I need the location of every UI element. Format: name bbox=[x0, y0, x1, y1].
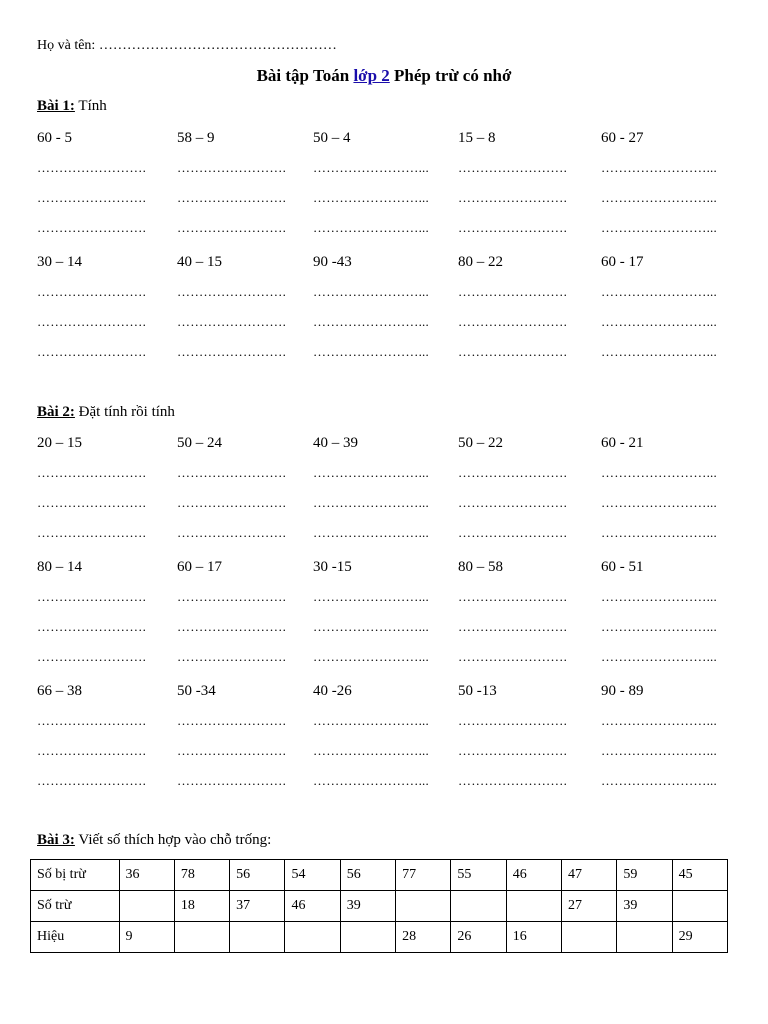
answer-dotted-line: ……………………... bbox=[601, 743, 717, 758]
answer-dotted-line: ……………………... bbox=[601, 619, 717, 634]
table-cell: 55 bbox=[451, 860, 506, 891]
problem: 15 – 8 bbox=[458, 130, 496, 146]
table-cell: 47 bbox=[562, 860, 617, 891]
row-header-cell: Hiệu bbox=[31, 922, 120, 953]
problem: 40 -26 bbox=[313, 683, 352, 699]
answer-dotted-line: ……………………... bbox=[601, 495, 717, 510]
exercise-3-instruction: Viết số thích hợp vào chỗ trống: bbox=[78, 832, 272, 848]
answer-dotted-line: ……………………... bbox=[313, 525, 429, 540]
grade-link[interactable]: lớp 2 bbox=[353, 66, 390, 85]
table-cell[interactable] bbox=[174, 922, 229, 953]
problem: 40 – 15 bbox=[177, 254, 222, 270]
table-cell[interactable] bbox=[451, 891, 506, 922]
answer-dotted-line: ……………………. bbox=[458, 713, 568, 728]
answer-dotted-line: ……………………... bbox=[601, 160, 717, 175]
answer-dotted-line: ……………………. bbox=[177, 465, 287, 480]
answer-dotted-line: ……………………. bbox=[177, 773, 287, 788]
answer-dotted-line: ……………………. bbox=[37, 743, 147, 758]
answer-dotted-line: ……………………. bbox=[37, 190, 147, 205]
problem: 90 - 89 bbox=[601, 683, 644, 699]
answer-dotted-line: ……………………. bbox=[177, 619, 287, 634]
answer-dotted-line: ……………………. bbox=[37, 713, 147, 728]
subtraction-table bbox=[30, 859, 728, 953]
answer-dotted-line: ……………………. bbox=[458, 465, 568, 480]
answer-dotted-line: ……………………. bbox=[458, 344, 568, 359]
answer-dotted-line: ……………………. bbox=[177, 743, 287, 758]
table-cell: 59 bbox=[617, 860, 672, 891]
answer-dotted-line: ……………………. bbox=[458, 220, 568, 235]
table-cell[interactable] bbox=[340, 922, 395, 953]
answer-dotted-line: ……………………. bbox=[177, 190, 287, 205]
table-cell: 56 bbox=[230, 860, 285, 891]
answer-dotted-line: ……………………. bbox=[37, 160, 147, 175]
answer-dotted-line: ……………………. bbox=[458, 743, 568, 758]
answer-dotted-line: ……………………... bbox=[313, 190, 429, 205]
table-cell: 18 bbox=[174, 891, 229, 922]
answer-dotted-line: ……………………... bbox=[313, 284, 429, 299]
answer-dotted-line: ……………………... bbox=[601, 465, 717, 480]
exercise-1-instruction: Tính bbox=[78, 98, 107, 114]
table-cell: 36 bbox=[119, 860, 174, 891]
row-header-cell: Số trừ bbox=[31, 891, 120, 922]
answer-dotted-line: ……………………... bbox=[601, 220, 717, 235]
answer-dotted-line: ……………………. bbox=[458, 589, 568, 604]
answer-dotted-line: ……………………... bbox=[601, 773, 717, 788]
answer-dotted-line: ……………………. bbox=[458, 619, 568, 634]
row-header-cell: Số bị trừ bbox=[31, 860, 120, 891]
table-cell: 16 bbox=[506, 922, 561, 953]
page-title bbox=[0, 66, 768, 86]
answer-dotted-line: ……………………. bbox=[458, 190, 568, 205]
answer-dotted-line: ……………………... bbox=[313, 713, 429, 728]
table-cell: 54 bbox=[285, 860, 340, 891]
answer-dotted-line: ……………………. bbox=[177, 160, 287, 175]
exercise-2-instruction: Đặt tính rồi tính bbox=[78, 404, 175, 420]
answer-dotted-line: ……………………. bbox=[177, 649, 287, 664]
table-cell: 9 bbox=[119, 922, 174, 953]
table-cell[interactable] bbox=[506, 891, 561, 922]
answer-dotted-line: ……………………... bbox=[313, 589, 429, 604]
answer-dotted-line: ……………………. bbox=[177, 344, 287, 359]
problem: 60 – 17 bbox=[177, 559, 222, 575]
answer-dotted-line: ……………………... bbox=[601, 589, 717, 604]
answer-dotted-line: ……………………... bbox=[601, 344, 717, 359]
table-cell[interactable] bbox=[119, 891, 174, 922]
answer-dotted-line: ……………………. bbox=[37, 314, 147, 329]
answer-dotted-line: ……………………. bbox=[458, 525, 568, 540]
table-row bbox=[31, 922, 728, 953]
table-row bbox=[31, 860, 728, 891]
exercise-2-label: Bài 2: bbox=[37, 404, 75, 420]
answer-dotted-line: ……………………... bbox=[313, 649, 429, 664]
table-cell[interactable] bbox=[285, 922, 340, 953]
problem: 66 – 38 bbox=[37, 683, 82, 699]
answer-dotted-line: ……………………. bbox=[37, 495, 147, 510]
table-cell: 29 bbox=[672, 922, 727, 953]
answer-dotted-line: ……………………. bbox=[458, 773, 568, 788]
problem: 30 -15 bbox=[313, 559, 352, 575]
answer-dotted-line: ……………………... bbox=[313, 344, 429, 359]
table-cell[interactable] bbox=[562, 922, 617, 953]
table-cell: 77 bbox=[396, 860, 451, 891]
table-cell: 46 bbox=[506, 860, 561, 891]
answer-dotted-line: ……………………. bbox=[37, 344, 147, 359]
problem: 50 -34 bbox=[177, 683, 216, 699]
problem: 90 -43 bbox=[313, 254, 352, 270]
answer-dotted-line: ……………………... bbox=[313, 773, 429, 788]
answer-dotted-line: ……………………. bbox=[458, 160, 568, 175]
answer-dotted-line: ……………………. bbox=[37, 619, 147, 634]
answer-dotted-line: ……………………... bbox=[313, 495, 429, 510]
table-cell: 39 bbox=[340, 891, 395, 922]
table-cell: 27 bbox=[562, 891, 617, 922]
exercise-1-heading bbox=[37, 98, 107, 115]
answer-dotted-line: ……………………... bbox=[313, 220, 429, 235]
problem: 40 – 39 bbox=[313, 435, 358, 451]
answer-dotted-line: ……………………. bbox=[458, 314, 568, 329]
problem: 60 - 17 bbox=[601, 254, 644, 270]
answer-dotted-line: ……………………. bbox=[37, 525, 147, 540]
problem: 60 - 21 bbox=[601, 435, 644, 451]
answer-dotted-line: ……………………. bbox=[37, 465, 147, 480]
name-blank: …………………………………………… bbox=[98, 38, 337, 53]
problem: 60 - 5 bbox=[37, 130, 72, 146]
answer-dotted-line: ……………………... bbox=[313, 465, 429, 480]
answer-dotted-line: ……………………... bbox=[313, 619, 429, 634]
table-cell[interactable] bbox=[230, 922, 285, 953]
answer-dotted-line: ……………………. bbox=[458, 649, 568, 664]
name-label: Họ và tên: bbox=[37, 38, 96, 53]
answer-dotted-line: ……………………. bbox=[37, 649, 147, 664]
table-cell: 45 bbox=[672, 860, 727, 891]
problem: 60 - 27 bbox=[601, 130, 644, 146]
problem: 58 – 9 bbox=[177, 130, 215, 146]
answer-dotted-line: ……………………... bbox=[313, 314, 429, 329]
table-cell: 26 bbox=[451, 922, 506, 953]
problem: 50 – 24 bbox=[177, 435, 222, 451]
problem: 20 – 15 bbox=[37, 435, 82, 451]
student-name-line bbox=[37, 38, 337, 54]
answer-dotted-line: ……………………. bbox=[177, 525, 287, 540]
answer-dotted-line: ……………………. bbox=[458, 284, 568, 299]
problem: 80 – 14 bbox=[37, 559, 82, 575]
table-cell: 39 bbox=[617, 891, 672, 922]
answer-dotted-line: ……………………. bbox=[458, 495, 568, 510]
answer-dotted-line: ……………………. bbox=[177, 220, 287, 235]
table-cell: 46 bbox=[285, 891, 340, 922]
answer-dotted-line: ……………………... bbox=[601, 525, 717, 540]
table-cell[interactable] bbox=[672, 891, 727, 922]
answer-dotted-line: ……………………. bbox=[177, 495, 287, 510]
problem: 50 – 4 bbox=[313, 130, 351, 146]
answer-dotted-line: ……………………. bbox=[37, 220, 147, 235]
exercise-1-label: Bài 1: bbox=[37, 98, 75, 114]
answer-dotted-line: ……………………... bbox=[601, 649, 717, 664]
answer-dotted-line: ……………………... bbox=[313, 743, 429, 758]
problem: 30 – 14 bbox=[37, 254, 82, 270]
answer-dotted-line: ……………………. bbox=[37, 589, 147, 604]
problem: 50 -13 bbox=[458, 683, 497, 699]
answer-dotted-line: ……………………. bbox=[177, 314, 287, 329]
answer-dotted-line: ……………………... bbox=[601, 190, 717, 205]
answer-dotted-line: ……………………. bbox=[37, 773, 147, 788]
answer-dotted-line: ……………………. bbox=[177, 284, 287, 299]
table-row bbox=[31, 891, 728, 922]
exercise-3-heading bbox=[37, 832, 271, 849]
problem: 50 – 22 bbox=[458, 435, 503, 451]
table-cell: 56 bbox=[340, 860, 395, 891]
answer-dotted-line: ……………………. bbox=[37, 284, 147, 299]
problem: 80 – 22 bbox=[458, 254, 503, 270]
answer-dotted-line: ……………………. bbox=[177, 589, 287, 604]
exercise-3-label: Bài 3: bbox=[37, 832, 75, 848]
answer-dotted-line: ……………………... bbox=[601, 314, 717, 329]
table-cell[interactable] bbox=[617, 922, 672, 953]
table-cell: 28 bbox=[396, 922, 451, 953]
table-cell: 78 bbox=[174, 860, 229, 891]
answer-dotted-line: ……………………. bbox=[177, 713, 287, 728]
table-cell[interactable] bbox=[396, 891, 451, 922]
title-part-1: Bài tập Toán bbox=[256, 66, 350, 85]
answer-dotted-line: ……………………... bbox=[313, 160, 429, 175]
answer-dotted-line: ……………………... bbox=[601, 713, 717, 728]
problem: 80 – 58 bbox=[458, 559, 503, 575]
answer-dotted-line: ……………………... bbox=[601, 284, 717, 299]
table-cell: 37 bbox=[230, 891, 285, 922]
title-part-2: Phép trừ có nhớ bbox=[394, 66, 512, 85]
problem: 60 - 51 bbox=[601, 559, 644, 575]
exercise-2-heading bbox=[37, 404, 175, 421]
